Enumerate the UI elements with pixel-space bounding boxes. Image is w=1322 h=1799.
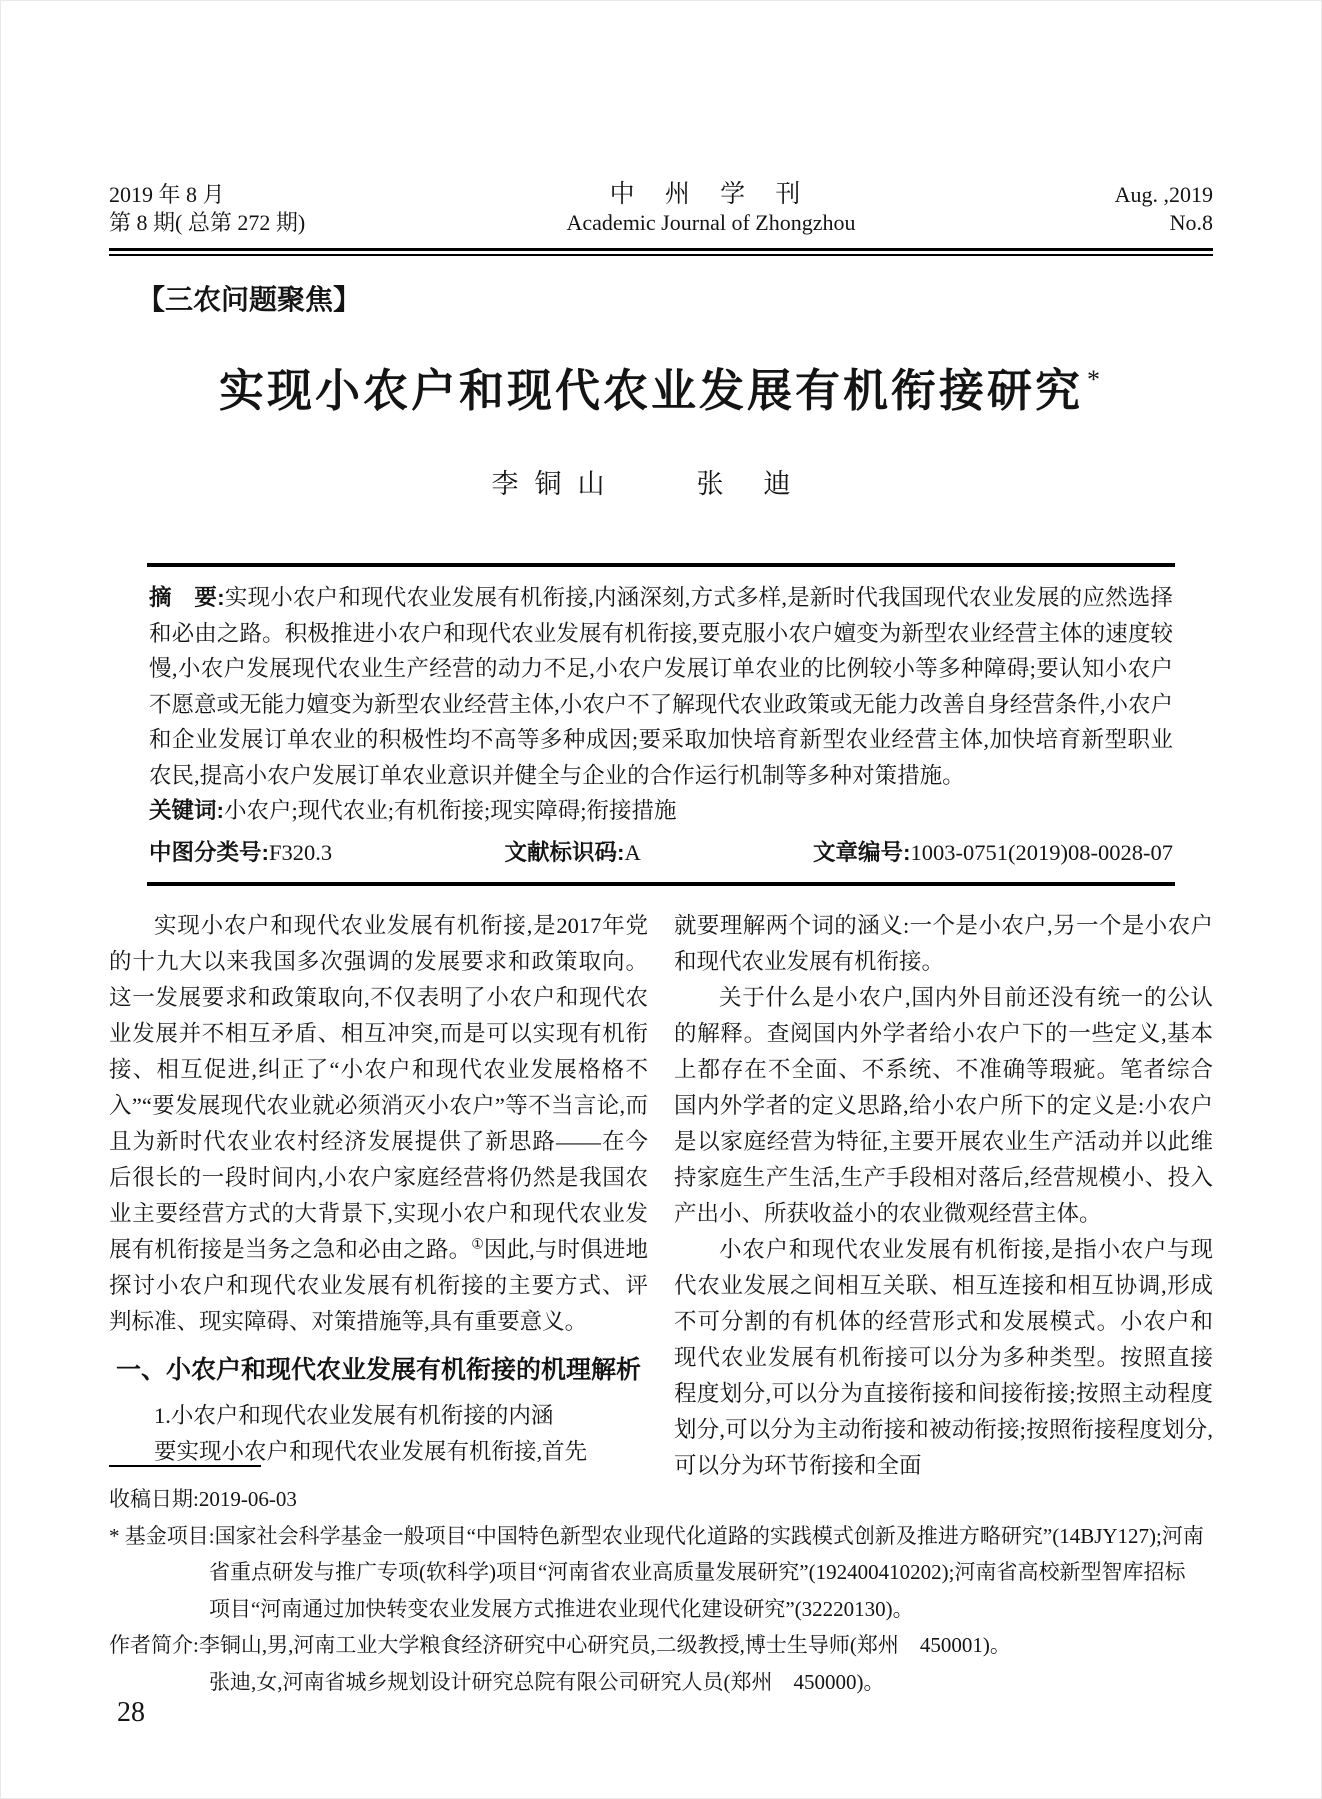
paragraph: 要实现小农户和现代农业发展有机衔接,首先	[154, 1438, 588, 1464]
header-right	[1033, 181, 1213, 237]
footnote-author-bio: 张迪,女,河南省城乡规划设计研究总院有限公司研究人员(郑州 450000)。	[209, 1669, 885, 1694]
clc-label: 中图分类号:	[149, 839, 269, 865]
title-footnote-marker: *	[1087, 365, 1103, 394]
footnote-author-bio: 作者简介:李铜山,男,河南工业大学粮食经济研究中心研究员,二级教授,博士生导师(郑州 450001)。	[109, 1633, 1011, 1657]
keywords-line	[149, 793, 1173, 829]
right-column	[674, 908, 1213, 1492]
abstract-label: 摘 要:	[149, 585, 225, 610]
keywords-label: 关键词:	[149, 798, 224, 823]
clc-number	[149, 834, 332, 872]
authors-line	[109, 467, 1213, 501]
clc-value: F320.3	[269, 839, 333, 865]
section-tag: 【三农问题聚焦】	[137, 284, 362, 315]
section-heading: 一、小农户和现代农业发展有机衔接的机理解析	[115, 1355, 641, 1384]
footnote-ref-1: ①	[471, 1237, 484, 1252]
article-title	[109, 352, 1213, 419]
document-code-value: A	[624, 839, 641, 865]
paragraph-text: 实现小农户和现代农业发展有机衔接,是2017年党的十九大以来我国多次强调的发展要求和政策取向。这一发展要求和政策取向,不仅表明了小农户和现代农业发展并不相互矛盾、相互冲突,而是可以实现有机衔接、相互促进,纠正了“小农户和现代农业发展格格不入”“要发展现代农业就必须消灭小农户”等不当言论,而且为新时代农业农村经济发展提供了新思路——在今后很长的一段时间内,小农户家庭经营将仍然是我国农业主要经营方式的大背景下,实现小农户和现代农业发展有机衔接是当务之急和必由之路。	[109, 912, 648, 1262]
document-code	[504, 834, 640, 872]
abstract-paragraph	[149, 580, 1173, 793]
document-code-label: 文献标识码:	[504, 839, 625, 865]
page-content	[1, 1, 1321, 1492]
pub-date-en: Aug. ,2019	[1114, 182, 1213, 207]
subsection-heading: 1.小农户和现代农业发展有机衔接的内涵	[154, 1402, 554, 1428]
journal-header	[109, 1, 1213, 237]
meta-row	[149, 834, 1173, 872]
footnote-fund-project: * 基金项目:国家社会科学基金一般项目“中国特色新型农业现代化道路的实践模式创新及推进方略研究”(14BJY127);河南	[109, 1523, 1204, 1548]
keywords-text: 小农户;现代农业;有机衔接;现实障碍;衔接措施	[224, 798, 677, 823]
author-name: 张迪	[696, 469, 831, 499]
footnote-fund-project: 项目“河南通过加快转变农业发展方式推进农业现代化建设研究”(32220130)。	[209, 1596, 914, 1621]
issue-info-en: No.8	[1169, 210, 1213, 235]
abstract-block	[147, 563, 1175, 886]
article-id-label: 文章编号:	[813, 839, 911, 865]
article-id	[813, 834, 1173, 872]
article-title-text: 实现小农户和现代农业发展有机衔接研究	[218, 365, 1083, 416]
journal-name-cn: 中 州 学 刊	[609, 181, 813, 208]
footnotes	[109, 1481, 1221, 1700]
article-id-value: 1003-0751(2019)08-0028-07	[910, 839, 1173, 865]
pub-date-cn: 2019 年 8 月	[109, 182, 225, 207]
issue-info-cn: 第 8 期( 总第 272 期)	[109, 210, 306, 235]
paragraph: 关于什么是小农户,国内外目前还没有统一的公认的解释。查阅国内外学者给小农户下的一些定义,基本上都存在不全面、不系统、不准确等瑕疵。笔者综合国内外学者的定义思路,给小农户所下的定义是:小农户是以家庭经营为特征,主要开展农业生产活动并以此维持家庭生产生活,生产手段相对落后,经营规模小、投入产出小、所获收益小的农业微观经营主体。	[674, 984, 1213, 1226]
header-left	[109, 181, 389, 237]
footnote-area	[109, 1465, 1221, 1700]
paragraph: 小农户和现代农业发展有机衔接,是指小农户与现代农业发展之间相互关联、相互连接和相互协调,形成不可分割的有机体的经营形式和发展模式。小农户和现代农业发展有机衔接可以分为多种类型。按照直接程度划分,可以分为直接衔接和间接衔接;按照主动程度划分,可以分为主动衔接和被动衔接;按照衔接程度划分,可以分为环节衔接和全面	[674, 1236, 1213, 1478]
paragraph	[109, 908, 648, 1340]
journal-name-en: Academic Journal of Zhongzhou	[566, 210, 856, 235]
footnote-fund-project: 省重点研发与推广专项(软科学)项目“河南省农业高质量发展研究”(192400410202);河南省高校新型智库招标	[209, 1560, 1186, 1584]
left-column	[109, 908, 648, 1492]
paragraph-text: 因此,与时俱进地探讨小农户和现代农业发展有机衔接的主要方式、评判标准、现实障碍、对策措施等,具有重要意义。	[109, 1236, 648, 1334]
footnote-received-date: 收稿日期:2019-06-03	[109, 1487, 297, 1511]
footnote-separator	[109, 1465, 261, 1467]
paragraph: 就要理解两个词的涵义:一个是小农户,另一个是小农户和现代农业发展有机衔接。	[674, 912, 1213, 974]
header-center	[389, 181, 1033, 237]
abstract-text: 实现小农户和现代农业发展有机衔接,内涵深刻,方式多样,是新时代我国现代农业发展的应然选择和必由之路。积极推进小农户和现代农业发展有机衔接,要克服小农户嬗变为新型农业经营主体的速度较慢,小农户发展现代农业生产经营的动力不足,小农户发展订单农业的比例较小等多种障碍;要认知小农户不愿意或无能力嬗变为新型农业经营主体,小农户不了解现代农业政策或无能力改善自身经营条件,小农户和企业发展订单农业的积极性均不高等多种成因;要采取加快培育新型农业经营主体,加快培育新型职业农民,提高小农户发展订单农业意识并健全与企业的合作运行机制等多种对策措施。	[149, 585, 1173, 788]
author-name: 李铜山	[491, 469, 621, 499]
page-number: 28	[117, 1697, 145, 1728]
header-divider	[109, 248, 1213, 256]
body-columns	[109, 908, 1213, 1492]
